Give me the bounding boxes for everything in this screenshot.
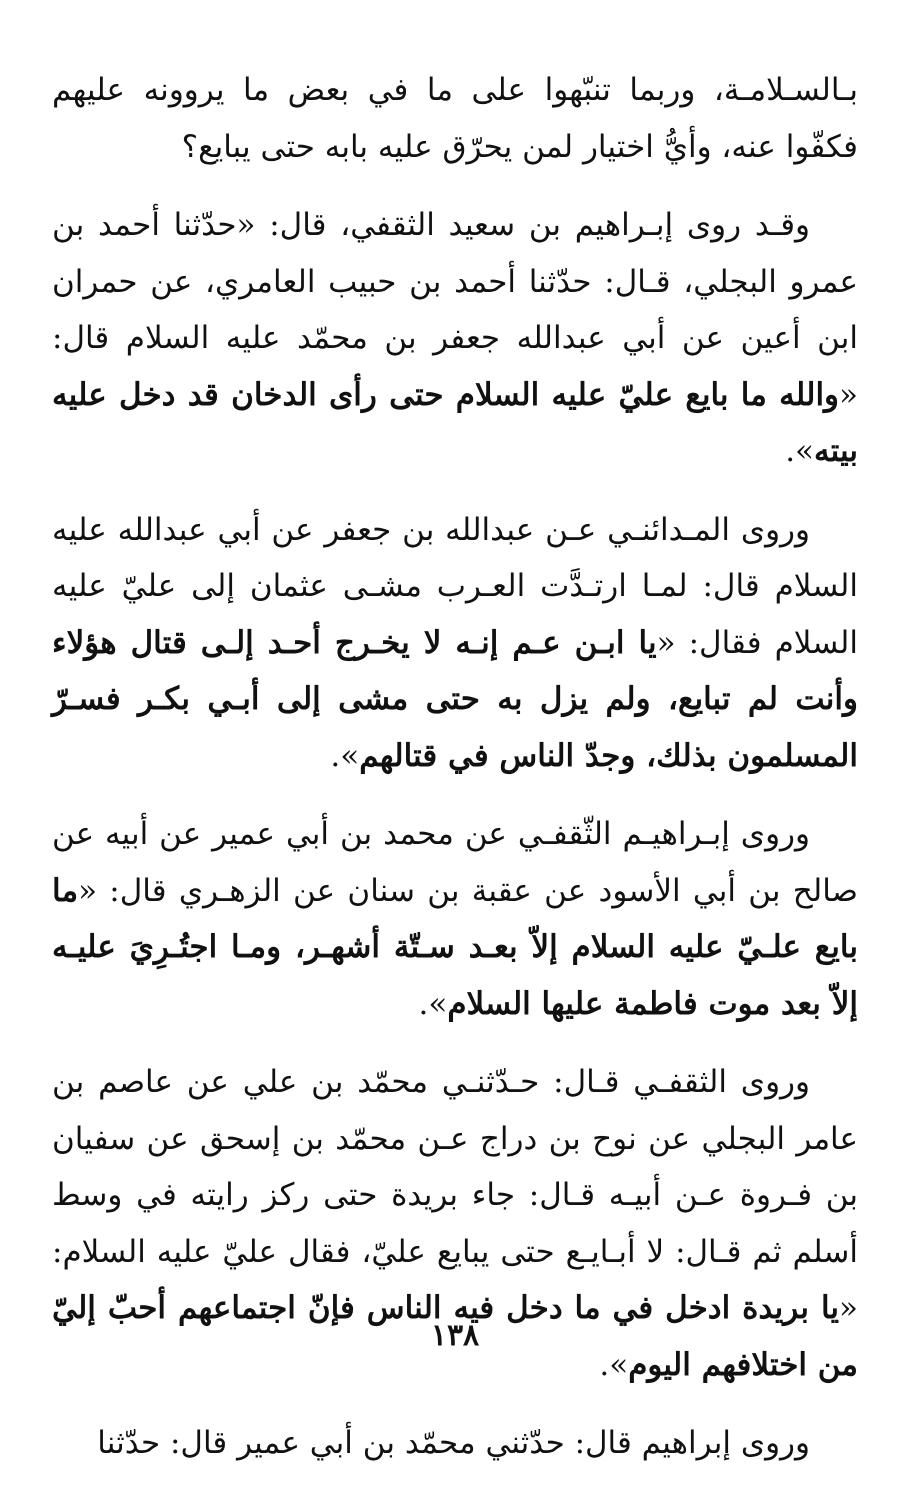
paragraph-3-text: وروى المـدائنـي عـن عبدالله بن جعفر عن أبي عبدالله عليه السلام قال: لمـا ارتـدَّت العـرب مشـى عثمان إلى عليّ عليه السلام فقال: « — [52, 511, 858, 661]
paragraph-4-quote: ما بايع علـيّ عليه السلام إلاّ بعـد سـتّة أشهـر، ومـا اجتُـرِيَ عليـه إلاّ بعد موت فاطمة عليها السلام — [52, 872, 858, 1022]
paragraph-5-text: وروى الثقفـي قـال: حـدّثنـي محمّد بن علي عن عاصم بن عامر البجلي عن نوح بن دراج عـن محمّد بن إسحق عن سفيان بن فـروة عـن أبيـه قـال: جاء بريدة حتى ركز رايته في وسط أسلم ثم قـال: لا أبـايـع حتى يبايع عليّ، فقال عليّ عليه السلام: « — [52, 1064, 858, 1326]
paragraph-4-close: ». — [418, 985, 448, 1022]
paragraph-6-text: وروى إبراهيم قال: حدّثني محمّد بن أبي عمير قال: حدّثنا — [97, 1425, 810, 1461]
paragraph-4-text: وروى إبـراهيـم الثّقفـي عن محمد بن أبي عمير عن أبيه عن صالح بن أبي الأسود عن عقبة بن سنان عن الزهـري قال: « — [52, 816, 858, 909]
paragraph-2 — [52, 197, 858, 480]
paragraph-3 — [52, 502, 858, 785]
paragraph-1-text: بـالسـلامـة، وربما تنبّهوا على ما في بعض ما يروونه عليهم فكفّوا عنه، وأيُّ اختيار لمن يحرّق عليه بابه حتى يبايع؟ — [52, 72, 858, 165]
paragraph-3-quote: يا ابـن عـم إنـه لا يخـرج أحـد إلـى قتال هؤلاء وأنت لم تبايع، ولم يزل به حتى مشى إلى أبـي بكـر فسـرّ المسلمون بذلك، وجدّ الناس في قتالهم — [52, 624, 858, 774]
paragraph-5-close: ». — [599, 1346, 629, 1383]
paragraph-3-close: ». — [330, 737, 360, 774]
page-number: ١٣٨ — [430, 1318, 480, 1353]
paragraph-2-text: وقـد روى إبـراهيم بن سعيد الثقفي، قال: «حدّثنا أحمد بن عمرو البجلي، قـال: حدّثنا أحمد بن حبيب العامري، عن حمران ابن أعين عن أبي عبدالله جعفر بن محمّد عليه السلام قال: « — [52, 207, 858, 413]
paragraph-5-quote: يا بريدة ادخل في ما دخل فيه الناس فإنّ اجتماعهم أحبّ إليّ من اختلافهم اليوم — [52, 1290, 858, 1383]
page-body — [52, 62, 858, 1494]
paragraph-6 — [52, 1415, 858, 1472]
paragraph-2-quote: والله ما بايع عليّ عليه السلام حتى رأى الدخان قد دخل عليه بيته — [52, 376, 858, 469]
paragraph-1 — [52, 62, 858, 175]
paragraph-2-close: ». — [785, 433, 815, 469]
paragraph-4 — [52, 806, 858, 1032]
